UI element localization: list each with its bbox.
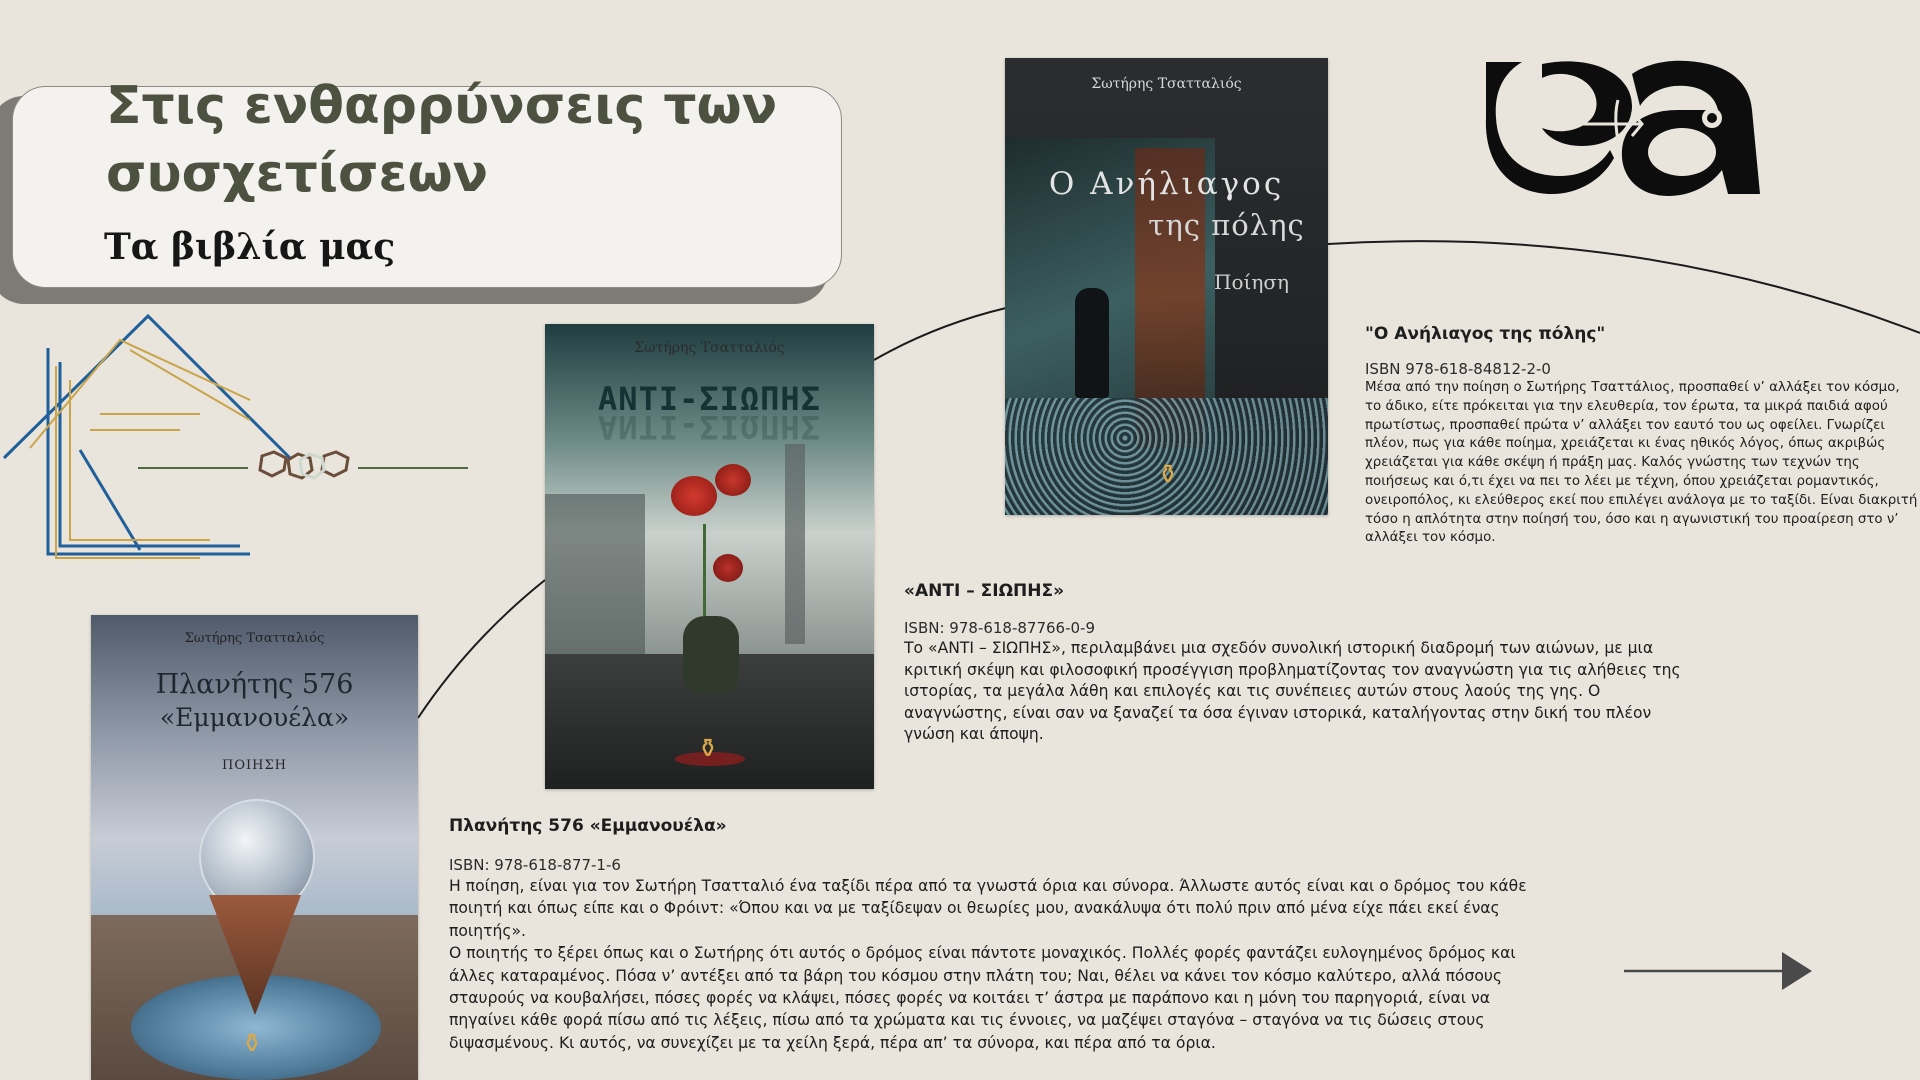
cover-title-line2: «Εμμανουέλα»: [159, 703, 350, 732]
book-info-anti-siopis: [904, 580, 1704, 746]
cover-title-line1: Ο Ανήλιαγος: [1048, 166, 1285, 202]
book-title: Πλανήτης 576 «Εμμανουέλα»: [449, 816, 727, 836]
cover-genre: ΠΟΙΗΣΗ: [222, 758, 287, 773]
cover-author: Σωτήρης Τσατταλιός: [634, 340, 785, 356]
cover-title: ΑΝΤΙ-ΣΙΩΠΗΣ: [598, 380, 821, 418]
publisher-mark-icon: ⚱: [241, 1029, 263, 1059]
page-title: Στις ενθαρρύνσεις των συσχετίσεων: [106, 76, 778, 204]
cover-genre: Ποίηση: [1214, 270, 1289, 294]
book-cover-anhliagos[interactable]: [1005, 58, 1328, 515]
page-subtitle: Τα βιβλία μας: [104, 226, 396, 268]
book-title: «ΑΝΤΙ – ΣΙΩΠΗΣ»: [904, 581, 1065, 601]
publisher-mark-icon: ⚱: [1157, 460, 1179, 490]
cover-title-reflection: ΑΝΤΙ-ΣΙΩΠΗΣ: [598, 408, 821, 446]
publisher-mark-icon: ⚱: [697, 734, 719, 764]
geometric-frame-icon: [0, 310, 480, 570]
book-description-p1: Η ποίηση, είναι για τον Σωτήρη Τσατταλιό ένα ταξίδι πέρα από τα γνωστά όρια και σύνορα. Άλλωστε αυτός είναι και ο δρόμος του κάθε ποιητή και όπως είπε και ο Φρόιντ: «Όπου και να με ταξίδεψαν οι θεωρίες μου, ανακάλυψα ότι πολύ πριν από μένα είχε πάει εκεί ένας ποιητής».: [449, 877, 1527, 940]
book-description: Το «ΑΝΤΙ – ΣΙΩΠΗΣ», περιλαμβάνει μια σχεδόν συνολική ιστορική διαδρομή των αιώνων, με μια κριτική σκέψη και φιλοσοφική προσέγγιση προβληματίζοντας τον αναγνώστη για τις αλήθειες της ιστορίας, τα μεγάλα λάθη και επιλογές και τις συνέπειες αυτών στους λαούς της γης. Ο αναγνώστης, είναι σαν να ξαναζεί τα όσα έγιναν ιστορικά, καταλήγοντας στην δική του πλέον γνώση και άποψη.: [904, 639, 1681, 744]
arrow-right-icon[interactable]: [1622, 950, 1812, 992]
cover-title-line2: της πόλης: [1148, 208, 1305, 242]
book-description: Μέσα από την ποίηση ο Σωτήρης Τσαττάλιος, προσπαθεί ν’ αλλάξει τον κόσμο, το άδικο, είτε πρόκειται για την ελευθερία, τον έρωτα, τα μικρά παιδιά αφού πρωτίστως, προσπαθεί πρώτα ν’ αλλάξει τον εαυτό του ως οφείλει. Γνωρίζει πλέον, πως για κάθε ποίημα, χρειάζεται κι ένας ηθικός λόγος, όπως ακριβώς χρειάζεται για κάθε σκέψη ή πράξη μας. Καλός γνώστης των τεχνών της ποιήσεως και ό,τι έχει να πει το λέει με τέχνη, όπου χρειάζεται ρομαντικός, ονειροπόλος, κι ελεύθερος εκεί που επιλέγει ανάλογα με το ταξίδι. Είναι διακριτή τόσο η απλότητα στην ποίησή του, όσο και η αγωνιστική του προαίρεση στο ν’ αλλάξει τον κόσμο.: [1365, 380, 1918, 546]
book-cover-anti-siopis[interactable]: [545, 324, 874, 789]
book-description-p2: Ο ποιητής το ξέρει όπως και ο Σωτήρης ότι αυτός ο δρόμος είναι πάντοτε μοναχικός. Πολλές φορές φαντάζει ευλογημένος δρόμος και άλλες καταραμένος. Πόσα ν’ αντέξει από τα βάρη του κόσμου στην πλάτη του; Ναι, θέλει να κάνει τον κόσμο καλύτερο, αλλά πόσους σταυρούς να κουβαλήσει, πόσες φορές να κλάψει, πόσες φορές να κοιτάει τ’ άστρα με παράπονο και η μόνη του παρηγοριά, είναι να πηγαίνει κάθε φορά πίσω από τις λέξεις, πίσω από τα χρώματα και τις έννοιες, να μαζέψει σταγόνα – σταγόνα να τις δώσεις στους διψασμένους. Κι αυτός, να συνεχίζει με τα χείλη ξερά, πέρα απ’ τα σύνορα, και πέρα από τα όρια.: [449, 944, 1516, 1052]
cover-title-line1: Πλανήτης 576: [155, 669, 354, 700]
book-isbn: ISBN: 978-618-87766-0-9: [904, 619, 1095, 637]
book-isbn: ISBN: 978-618-877-1-6: [449, 856, 621, 874]
book-isbn: ISBN 978-618-84812-2-0: [1365, 360, 1551, 378]
book-cover-planitis-576[interactable]: [91, 615, 418, 1080]
book-title: "Ο Ανήλιαγος της πόλης": [1365, 324, 1606, 344]
cover-author: Σωτήρης Τσατταλιός: [184, 631, 325, 646]
book-info-anhliagos: [1365, 323, 1920, 548]
cover-author: Σωτήρης Τσατταλιός: [1091, 76, 1242, 92]
book-info-planitis-576: [449, 815, 1539, 1054]
publisher-logo-icon: [1482, 54, 1764, 198]
